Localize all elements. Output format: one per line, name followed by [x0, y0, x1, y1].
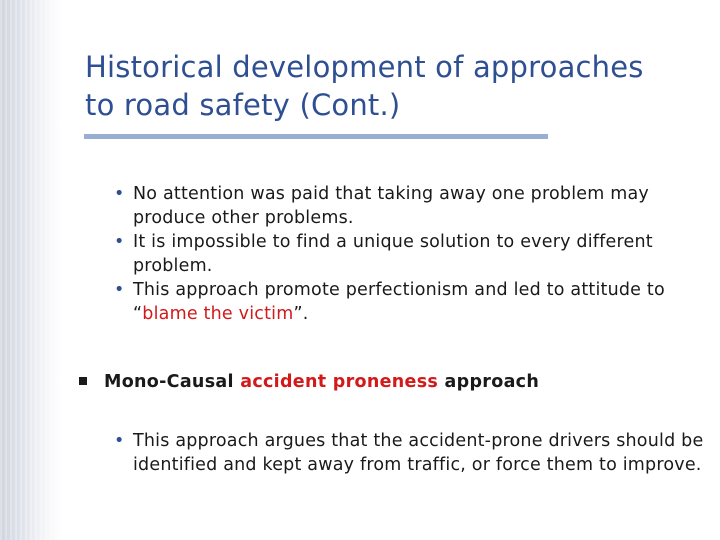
- sub-bullet-text-after: ”.: [293, 304, 309, 324]
- slide-title: [85, 48, 705, 124]
- sub-bullet-text: This approach argues that the accident-prone drivers should be identified and kept away from traffic, or force them to improve.: [133, 431, 704, 475]
- highlight-accident-proneness: accident proneness: [240, 372, 439, 392]
- slide-left-stripes: [0, 0, 62, 540]
- main-bullet-part-1: Mono-Causal: [104, 372, 241, 392]
- slide-title-line-2: to road safety (Cont.): [85, 88, 401, 122]
- sub-bullet-text: No attention was paid that taking away one problem may produce other problems.: [133, 184, 649, 228]
- highlight-blame-the-victim: blame the victim: [142, 304, 294, 324]
- sub-bullet-text-before: This approach promote perfectionism and led to attitude to “: [133, 280, 665, 324]
- bullet-dot-icon: •: [114, 184, 125, 204]
- square-bullet-icon: [79, 377, 87, 385]
- sub-bullet-list-bottom: [114, 429, 714, 477]
- sub-bullet-item: [114, 429, 714, 477]
- bullet-dot-icon: •: [114, 232, 125, 252]
- main-bullet-item: [79, 370, 699, 394]
- sub-bullet-item: [114, 230, 714, 278]
- title-underline: [84, 134, 548, 139]
- sub-bullet-item: [114, 182, 714, 230]
- slide-title-line-1: Historical development of approaches: [85, 50, 644, 84]
- main-bullet-part-2: approach: [438, 372, 540, 392]
- sub-bullet-list-top: [114, 182, 714, 326]
- sub-bullet-text: It is impossible to find a unique solution to every different problem.: [133, 232, 653, 276]
- sub-bullet-item: [114, 278, 714, 326]
- main-bullet-text: [104, 370, 539, 394]
- bullet-dot-icon: •: [114, 431, 125, 451]
- bullet-dot-icon: •: [114, 280, 125, 300]
